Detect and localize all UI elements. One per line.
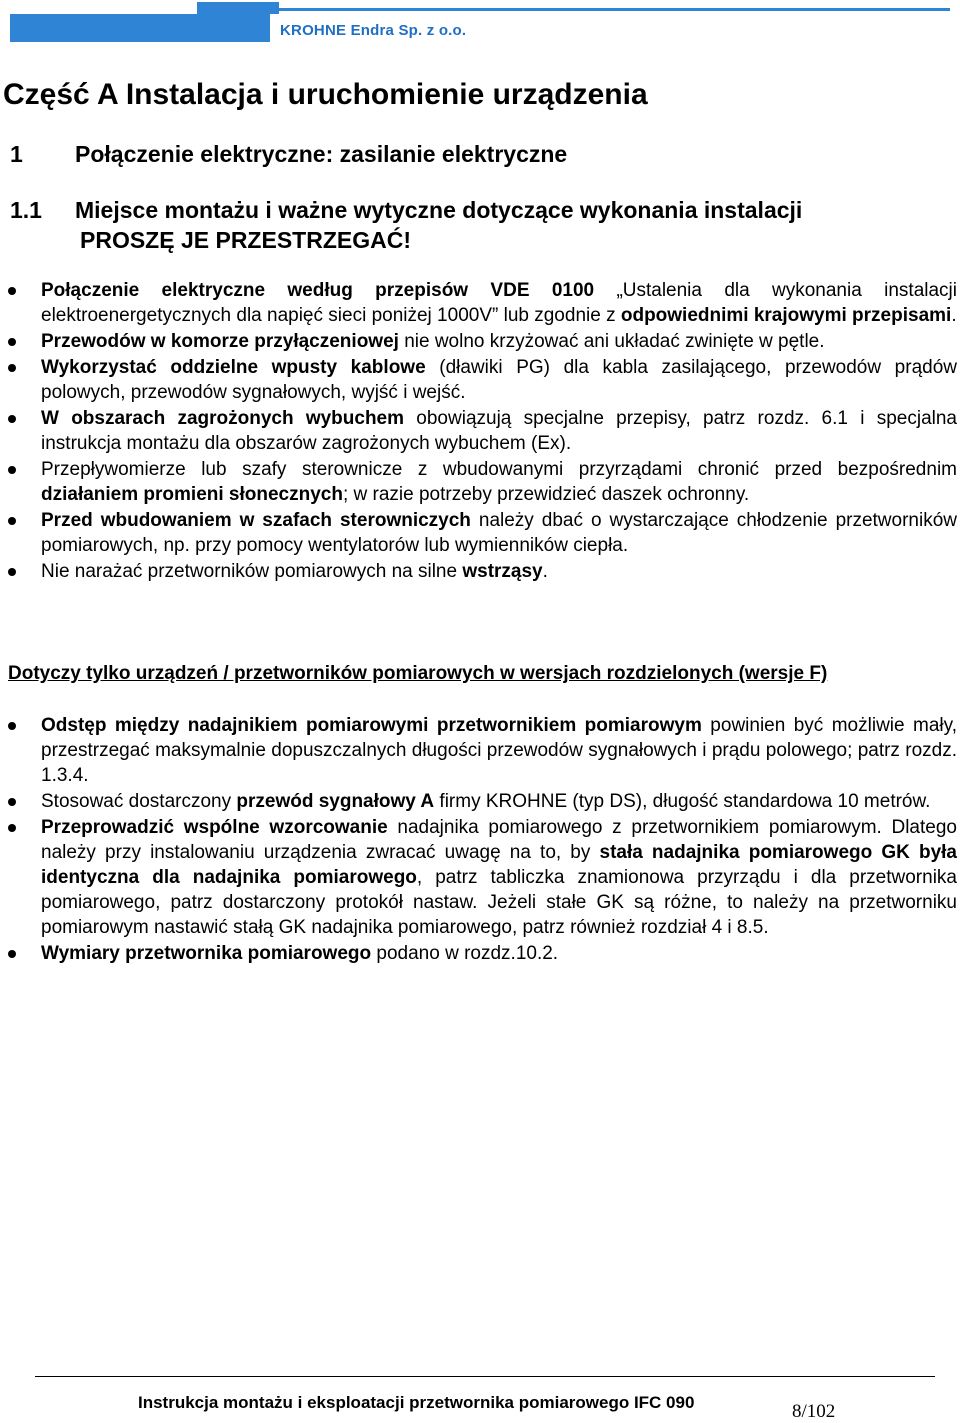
bullet-icon — [8, 466, 16, 474]
section-1-1-heading — [10, 195, 802, 255]
list-item — [0, 815, 957, 940]
list-item — [0, 329, 957, 354]
body-text: (dławiki PG) dla kabla zasilającego, przewodów prądów polowych, przewodów sygnałowych, wyjść i wejść. — [41, 357, 957, 403]
body-text: podano w rozdz.10.2. — [371, 943, 559, 964]
bullet-icon — [8, 798, 16, 806]
section-1-heading — [10, 141, 567, 168]
emphasis-text: przewód sygnałowy A — [236, 791, 435, 812]
body-text: . — [542, 561, 548, 582]
body-text: ; w razie potrzeby przewidzieć daszek ochronny. — [342, 484, 750, 505]
list-item — [0, 278, 957, 328]
body-text: obowiązują specjalne przepisy, patrz rozdz. 6.1 i specjalna instrukcja montażu dla obszarów zagrożonych wybuchem (Ex). — [41, 408, 957, 454]
bullet-icon — [8, 722, 16, 730]
emphasis-text: Przeprowadzić wspólne wzorcowanie — [41, 817, 388, 838]
emphasis-text: W obszarach zagrożonych wybuchem — [41, 408, 405, 429]
emphasis-text: stała nadajnika pomiarowego GK była identyczna dla nadajnika pomiarowego — [41, 842, 957, 888]
page-title: Część A Instalacja i uruchomienie urządzenia — [3, 78, 648, 111]
section-1-title: Połączenie elektryczne: zasilanie elektryczne — [75, 141, 568, 167]
section-1-1-number: 1.1 — [10, 197, 42, 223]
emphasis-text: Przed wbudowaniem w szafach sterowniczych — [41, 510, 471, 531]
list-item — [0, 559, 957, 584]
list-item — [0, 457, 957, 507]
body-text: „Ustalenia dla wykonania instalacji elektroenergetycznych dla napięć sieci poniżej 1000V” lub zgodnie z — [41, 280, 957, 326]
body-text: . — [951, 305, 957, 326]
emphasis-text: Wymiary przetwornika pomiarowego — [41, 943, 372, 964]
installation-guidelines-list — [0, 278, 960, 584]
list-item — [0, 789, 957, 814]
footer-title: Instrukcja montażu i eksploatacji przetwornika pomiarowego IFC 090 — [138, 1393, 695, 1412]
body-text: firmy KROHNE (typ DS), długość standardowa 10 metrów. — [434, 791, 931, 812]
bullet-icon — [8, 364, 16, 372]
header-accent-bar — [10, 14, 270, 42]
body-text: należy dbać o wystarczające chłodzenie przetworników pomiarowych, np. przy pomocy wentylatorów lub wymienników ciepła. — [41, 510, 957, 556]
emphasis-text: Połączenie elektryczne według przepisów VDE 0100 — [41, 280, 617, 301]
body-text: powinien być możliwie mały, przestrzegać maksymalnie dopuszczalnych długości przewodów sygnałowych i prądu polowego; patrz rozdz. 1.3.4. — [41, 715, 957, 786]
bullet-icon — [8, 568, 16, 576]
page-number: 8/102 — [792, 1401, 836, 1422]
body-text: , patrz tabliczka znamionowa przyrządu i dla przetwornika pomiarowego, patrz dostarczony protokół nastaw. Jeżeli stałe GK są różne, to należy na przetworniku pomiarowym nastawić stałą GK nadajnika pomiarowego, patrz również rozdział 4 i 8.5. — [41, 867, 957, 938]
emphasis-text: Wykorzystać oddzielne wpusty kablowe — [41, 357, 426, 378]
body-text: Stosować dostarczony — [41, 791, 237, 812]
header-accent-tab — [197, 2, 279, 14]
body-text: nie wolno krzyżować ani układać zwinięte w pętle. — [398, 331, 825, 352]
body-text: Przepływomierze lub szafy sterownicze z wbudowanymi przyrządami chronić przed bezpośrednim — [41, 459, 957, 480]
list-item — [0, 713, 957, 788]
list-item — [0, 406, 957, 456]
section-1-1-title: Miejsce montażu i ważne wytyczne dotyczące wykonania instalacji — [75, 197, 803, 223]
bullet-icon — [8, 950, 16, 958]
emphasis-text: odpowiednimi krajowymi przepisami — [620, 305, 952, 326]
body-text: Nie narażać przetworników pomiarowych na silne — [41, 561, 463, 582]
list-item — [0, 508, 957, 558]
emphasis-text: Przewodów w komorze przyłączeniowej — [41, 331, 399, 352]
bullet-icon — [8, 415, 16, 423]
body-text: nadajnika pomiarowego z przetwornikiem pomiarowym. Dlatego należy przy instalowaniu urządzenia zwracać uwagę na to, by — [41, 817, 957, 863]
emphasis-text: działaniem promieni słonecznych — [41, 484, 343, 505]
list-item — [0, 941, 957, 966]
header-company: KROHNE Endra Sp. z o.o. — [280, 22, 467, 39]
emphasis-text: Odstęp między nadajnikiem pomiarowymi przetwornikiem pomiarowym — [41, 715, 702, 736]
section-1-number: 1 — [10, 141, 23, 167]
header-rule — [270, 8, 950, 11]
emphasis-text: wstrząsy — [462, 561, 543, 582]
separate-version-note: Dotyczy tylko urządzeń / przetworników pomiarowych w wersjach rozdzielonych (wersje F) — [8, 663, 828, 684]
bullet-icon — [8, 517, 16, 525]
bullet-icon — [8, 287, 16, 295]
separate-version-list — [0, 713, 960, 966]
bullet-icon — [8, 338, 16, 346]
bullet-icon — [8, 824, 16, 832]
section-1-1-subtitle: PROSZĘ JE PRZESTRZEGAĆ! — [80, 227, 411, 253]
footer-rule — [35, 1376, 935, 1377]
list-item — [0, 355, 957, 405]
